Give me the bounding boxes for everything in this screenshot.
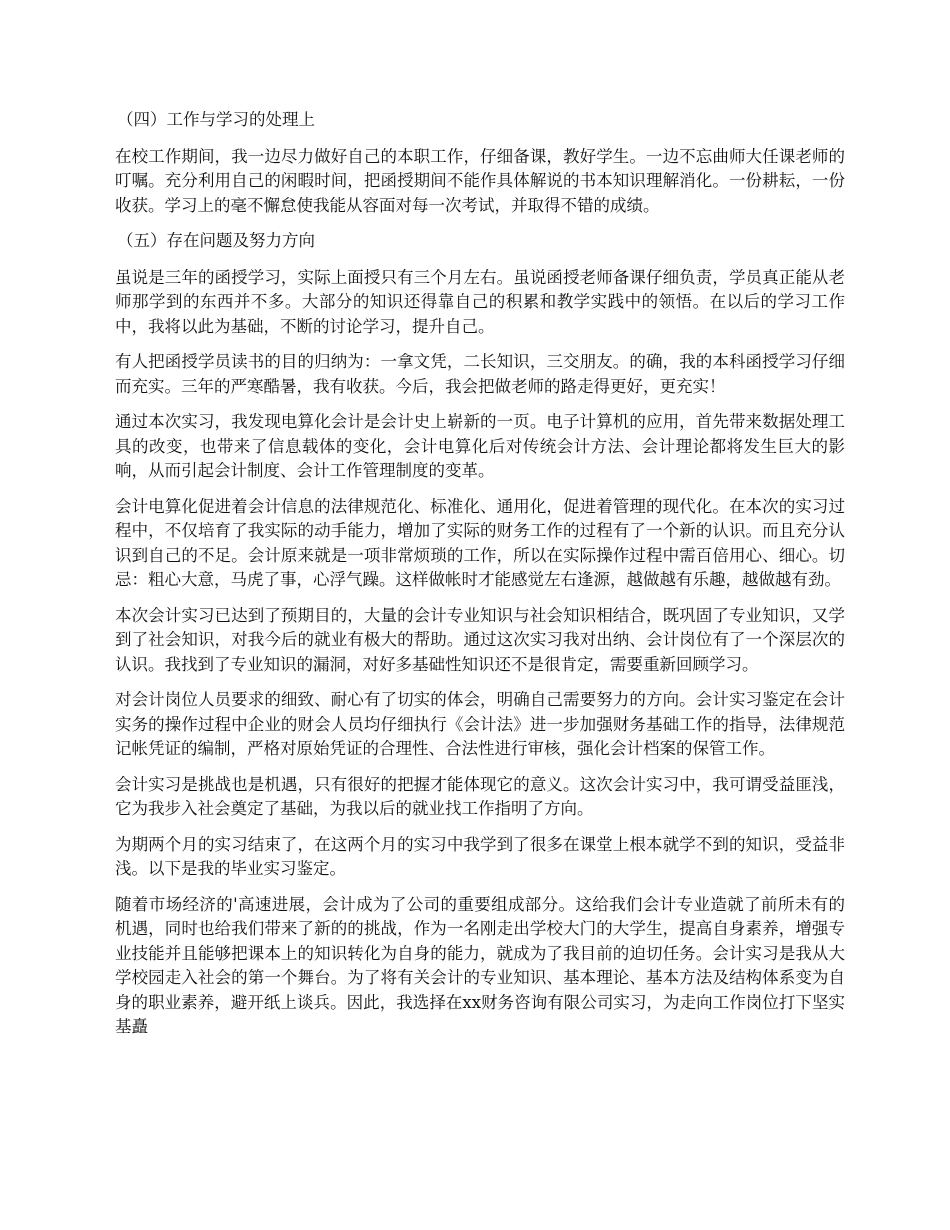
paragraph: 为期两个月的实习结束了，在这两个月的实习中我学到了很多在课堂上根本就学不到的知识，受益非浅。以下是我的毕业实习鉴定。: [115, 834, 845, 878]
paragraph: 虽说是三年的函授学习，实际上面授只有三个月左右。虽说函授老师备课仔细负责，学员真正能从老师那学到的东西并不多。大部分的知识还得靠自己的积累和教学实践中的领悟。在以后的学习工作中，我将以此为基础，不断的讨论学习，提升自己。: [115, 267, 845, 336]
section-heading: （五）存在问题及努力方向: [117, 231, 315, 250]
paragraph: 通过本次实习，我发现电算化会计是会计史上崭新的一页。电子计算机的应用，首先带来数据处理工具的改变，也带来了信息载体的变化，会计电算化后对传统会计方法、会计理论都将发生巨大的影响，从而引起会计制度、会计工作管理制度的变革。: [115, 412, 845, 480]
paragraph: 有人把函授学员读书的目的归纳为：一拿文凭，二长知识，三交朋友。的确，我的本科函授学习仔细而充实。三年的严寒酷暑，我有收获。今后，我会把做老师的路走得更好，更充实！: [115, 352, 845, 396]
paragraph: 在校工作期间，我一边尽力做好自己的本职工作，仔细备课，教好学生。一边不忘曲师大任课老师的叮嘱。充分利用自己的闲暇时间，把函授期间不能作具体解说的书本知识理解消化。一份耕耘，一份收获。学习上的毫不懈怠使我能从容面对每一次考试，并取得不错的成绩。: [115, 146, 845, 215]
document-page: [115, 108, 845, 1051]
paragraph: 本次会计实习已达到了预期目的，大量的会计专业知识与社会知识相结合，既巩固了专业知识，又学到了社会知识，对我今后的就业有极大的帮助。通过这次实习我对出纳、会计岗位有了一个深层次的认识。我找到了专业知识的漏洞，对好多基础性知识还不是很肯定，需要重新回顾学习。: [115, 605, 845, 674]
paragraph: 随着市场经济的'高速进展，会计成为了公司的重要组成部分。这给我们会计专业造就了前所未有的机遇，同时也给我们带来了新的的挑战，作为一名刚走出学校大门的大学生，提高自身素养，增强专业技能并且能够把课本上的知识转化为自身的能力，就成为了我目前的迫切任务。会计实习是我从大学校园走入社会的第一个舞台。为了将有关会计的专业知识、基本理论、基本方法及结构体系变为自身的职业素养，避开纸上谈兵。因此，我选择在xx财务咨询有限公司实习，为走向工作岗位打下坚实基矗: [115, 894, 845, 1036]
paragraph: 会计电算化促进着会计信息的法律规范化、标准化、通用化，促进着管理的现代化。在本次的实习过程中，不仅培育了我实际的动手能力，增加了实际的财务工作的过程有了一个新的认识。而且充分认识到自己的不足。会计原来就是一项非常烦琐的工作，所以在实际操作过程中需百倍用心、细心。切忌：粗心大意，马虎了事，心浮气躁。这样做帐时才能感觉左右逢源，越做越有乐趣，越做越有劲。: [115, 496, 845, 589]
paragraph: 会计实习是挑战也是机遇，只有很好的把握才能体现它的意义。这次会计实习中，我可谓受益匪浅，它为我步入社会奠定了基础，为我以后的就业找工作指明了方向。: [115, 774, 845, 818]
section-heading: （四）工作与学习的处理上: [117, 110, 315, 129]
paragraph: 对会计岗位人员要求的细致、耐心有了切实的体会，明确自己需要努力的方向。会计实习鉴定在会计实务的操作过程中企业的财会人员均仔细执行《会计法》进一步加强财务基础工作的指导，法律规范记帐凭证的编制，严格对原始凭证的合理性、合法性进行审核，强化会计档案的保管工作。: [115, 690, 845, 758]
